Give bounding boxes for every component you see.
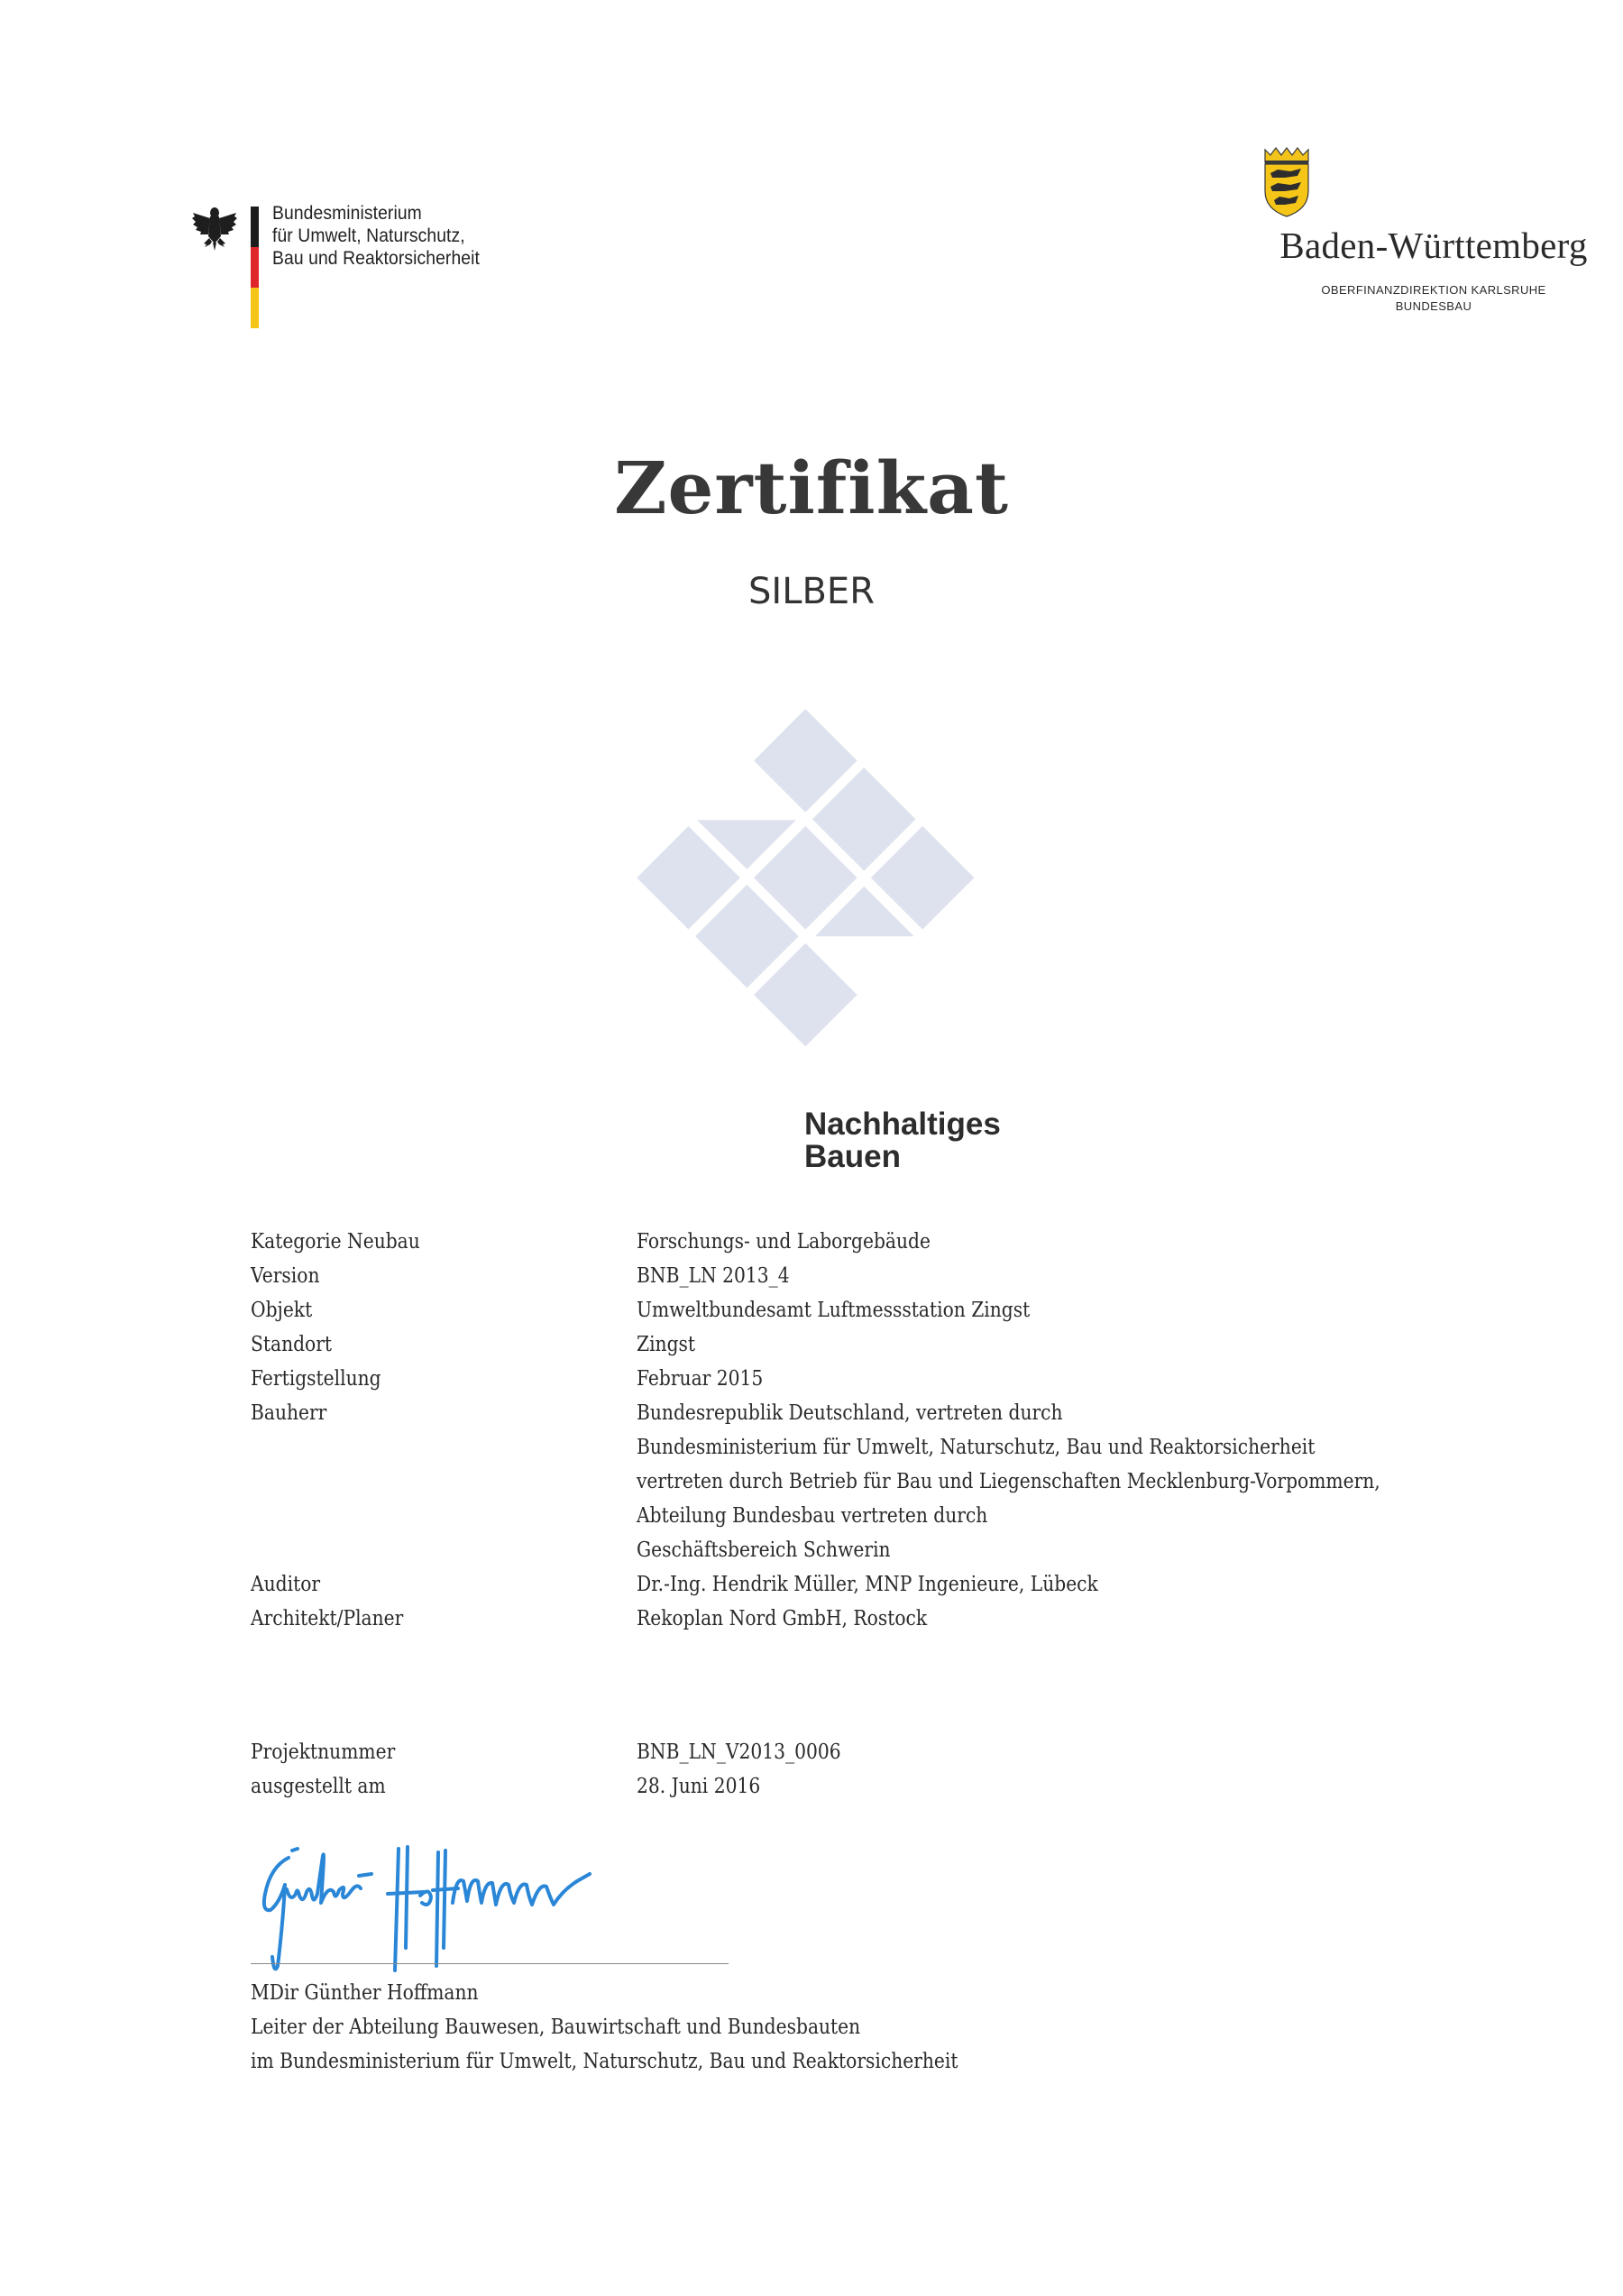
oberfinanzdirektion-subtitle: OBERFINANZDIREKTION KARLSRUHE BUNDESBAU xyxy=(1321,283,1546,313)
certificate-title: Zertifikat xyxy=(614,445,1009,530)
detail-row-kategorie: Kategorie Neubau Forschungs- und Laborgebäude xyxy=(251,1230,931,1254)
nachhaltiges-bauen-diamond-icon xyxy=(622,694,1001,1073)
signature-line xyxy=(251,1963,729,1964)
german-flag-bar xyxy=(251,207,259,328)
signer-role-line-2: im Bundesministerium für Umwelt, Naturschutz, Bau und Reaktorsicherheit xyxy=(251,2050,958,2073)
detail-row-bauherr: Bauherr Bundesrepublik Deutschland, vertreten durch Bundesministerium für Umwelt, Naturschutz, Bau und Reaktorsicherheit vertreten durch Betrieb für Bau und Liegenschaften Mecklenburg-Vorpommern, Abteilung Bundesbau vertreten durch Geschäftsbereich Schwerin xyxy=(251,1401,1380,1562)
federal-eagle-icon xyxy=(191,202,238,253)
baden-wuerttemberg-title: Baden-Württemberg xyxy=(1279,225,1588,266)
nachhaltiges-bauen-wordmark: Nachhaltiges Bauen xyxy=(804,1107,1001,1174)
signer-role-line-1: Leiter der Abteilung Bauwesen, Bauwirtschaft und Bundesbauten xyxy=(251,2016,861,2039)
certificate-meta xyxy=(251,1735,869,1804)
meta-row-projektnummer: Projektnummer BNB_LN_V2013_0006 xyxy=(251,1740,841,1764)
detail-row-version: Version BNB_LN 2013_4 xyxy=(251,1264,790,1288)
ministry-logo-text: Bundesministerium für Umwelt, Naturschutz, Bau und Reaktorsicherheit xyxy=(272,203,480,269)
handwritten-signature xyxy=(252,1840,721,1975)
signer-name: MDir Günther Hoffmann xyxy=(251,1981,479,2005)
certificate-level: SILBER xyxy=(748,571,875,612)
detail-row-architekt: Architekt/Planer Rekoplan Nord GmbH, Rostock xyxy=(251,1607,928,1630)
baden-wuerttemberg-crest-icon xyxy=(1260,146,1314,218)
certificate-details xyxy=(251,1225,1481,1636)
signer-block xyxy=(251,1976,1055,2079)
meta-row-ausgestellt: ausgestellt am 28. Juni 2016 xyxy=(251,1775,761,1798)
detail-row-fertigstellung: Fertigstellung Februar 2015 xyxy=(251,1367,764,1391)
detail-row-auditor: Auditor Dr.-Ing. Hendrik Müller, MNP Ingenieure, Lübeck xyxy=(251,1573,1098,1596)
detail-row-objekt: Objekt Umweltbundesamt Luftmessstation Zingst xyxy=(251,1299,1031,1322)
detail-row-standort: Standort Zingst xyxy=(251,1333,696,1356)
